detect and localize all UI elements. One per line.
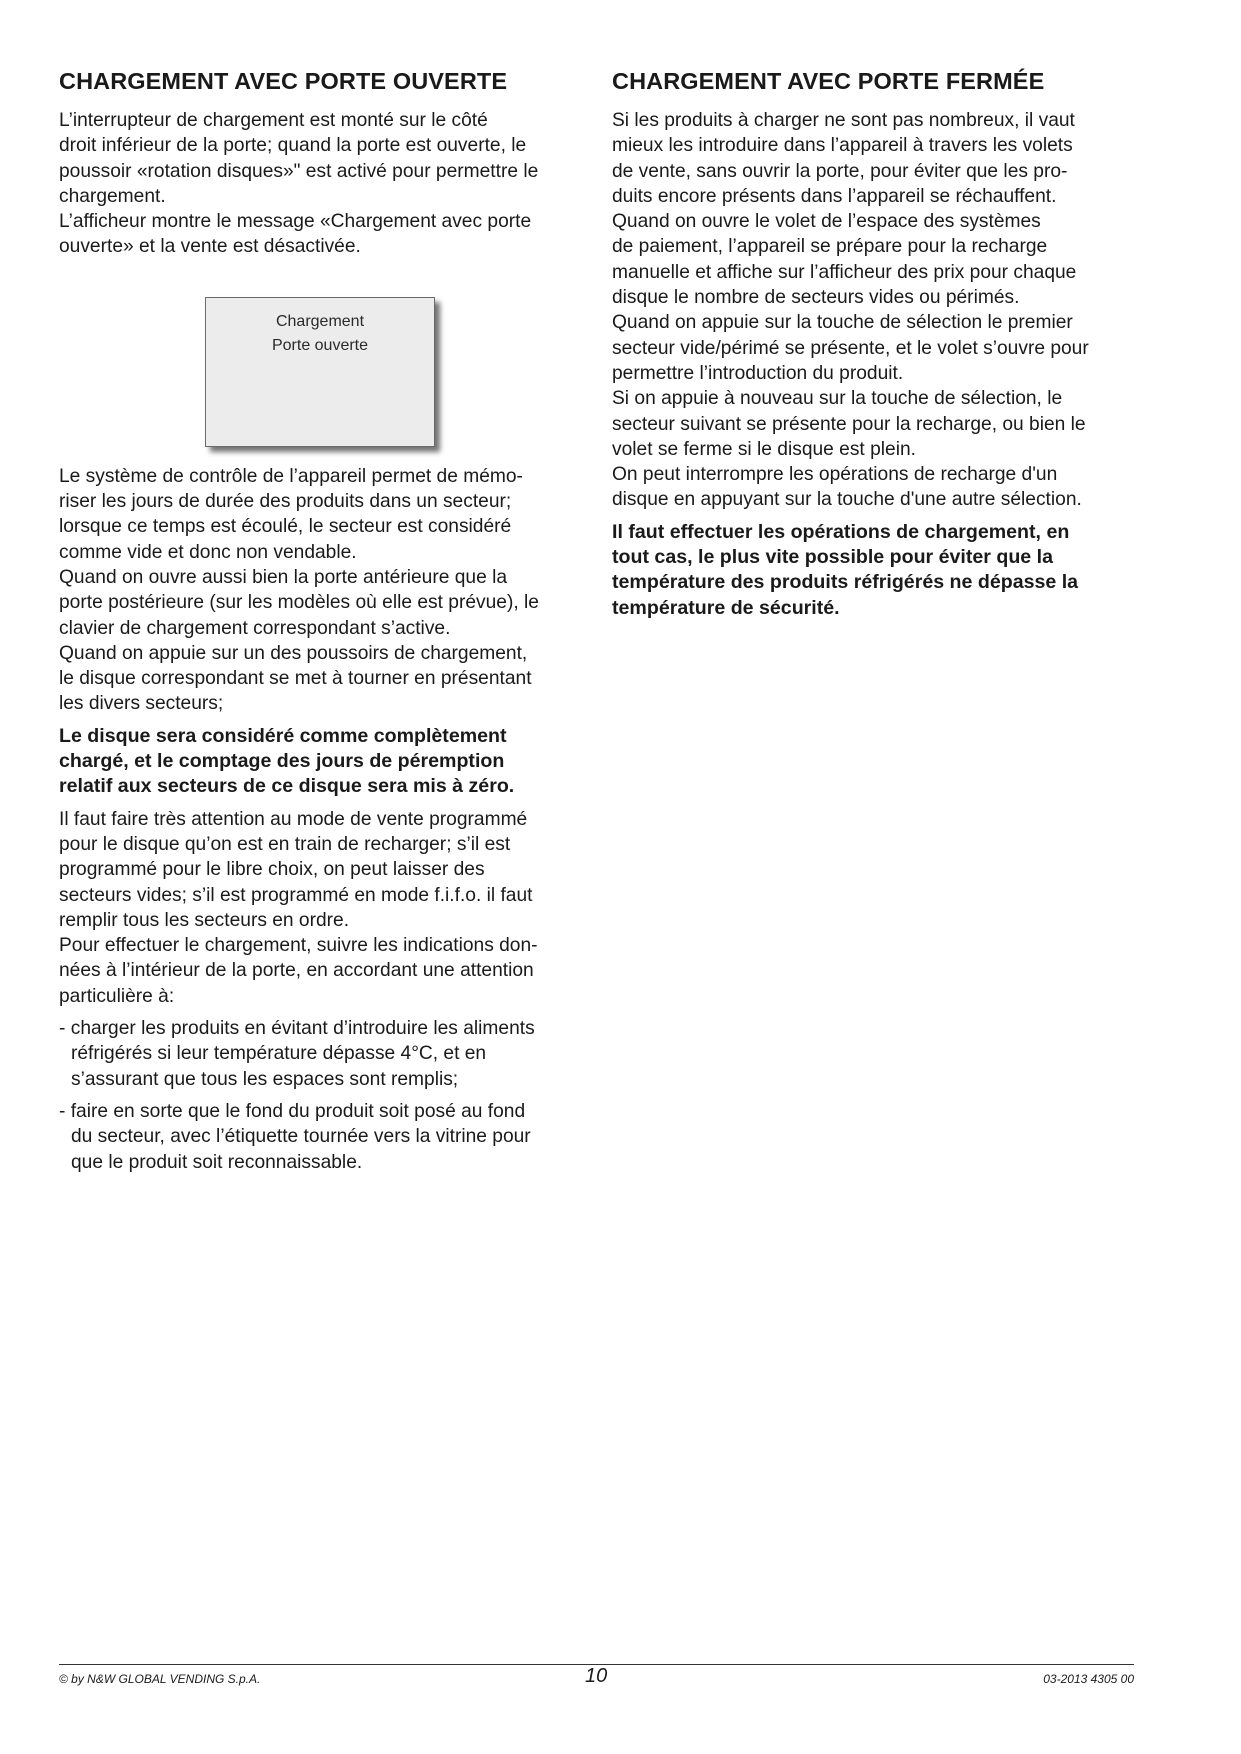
text-line: remplir tous les secteurs en ordre. [59,909,350,931]
text-line: clavier de chargement correspondant s’active. [59,617,451,639]
list-item [59,1099,587,1175]
list-item [59,1016,587,1092]
text-line: nées à l’intérieur de la porte, en accordant une attention [59,960,534,982]
bold-line: Il faut effectuer les opérations de chargement, en [612,520,1070,543]
section-title-open-door: CHARGEMENT AVEC PORTE OUVERTE [59,68,508,94]
left-column [59,66,587,1175]
text-line: disque le nombre de secteurs vides ou périmés. [612,287,1020,309]
text-line: Pour effectuer le chargement, suivre les indications don- [59,935,538,957]
text-line: Quand on appuie sur un des poussoirs de chargement, [59,642,528,664]
bold-line: chargé, et le comptage des jours de péremption [59,750,505,773]
bold-note [59,724,587,800]
text-line: L’interrupteur de chargement est monté sur le côté [59,110,488,131]
bold-line: température des produits réfrigérés ne dépasse la [612,571,1079,594]
body-paragraph [59,464,587,717]
bold-line: relatif aux secteurs de ce disque sera mis à zéro. [59,775,515,798]
footer-doc-code: 03-2013 4305 00 [1043,1672,1134,1686]
text-line: disque en appuyant sur la touche d'une autre sélection. [612,489,1082,511]
text-line: secteur vide/périmé se présente, et le volet s’ouvre pour [612,337,1089,359]
right-column [612,66,1136,628]
text-line: ouverte» et la vente est désactivée. [59,236,361,258]
body-paragraph-2 [59,807,587,1009]
text-line: porte postérieure (sur les modèles où elle est prévue), le [59,592,539,614]
display-screen [205,297,435,447]
text-line: droit inférieur de la porte; quand la porte est ouverte, le [59,135,527,157]
text-line: Quand on ouvre aussi bien la porte antérieure que la [59,566,508,588]
intro-paragraph [59,108,587,260]
text-line: secteur suivant se présente pour la recharge, ou bien le [612,413,1086,435]
text-line: Quand on ouvre le volet de l’espace des systèmes [612,211,1041,233]
text-line: duits encore présents dans l’appareil se réchauffent. [612,185,1057,207]
text-line: riser les jours de durée des produits dans un secteur; [59,491,512,513]
text-line: particulière à: [59,985,175,1007]
text-line: programmé pour le libre choix, on peut laisser des [59,859,485,881]
bold-line: Le disque sera considéré comme complètement [59,724,507,747]
body-paragraph [612,108,1136,513]
bold-line: température de sécurité. [612,596,840,619]
bullet-line: du secteur, avec l’étiquette tournée vers la vitrine pour [71,1126,531,1148]
section-title-closed-door: CHARGEMENT AVEC PORTE FERMÉE [612,68,1045,94]
bold-note [612,520,1136,621]
footer-copyright: © by N&W GLOBAL VENDING S.p.A. [59,1672,261,1686]
display-illustration [59,260,587,464]
text-line: Le système de contrôle de l’appareil permet de mémo- [59,465,523,487]
bullet-line: que le produit soit reconnaissable. [71,1151,363,1173]
text-line: le disque correspondant se met à tourner en présentant [59,668,532,690]
text-line: Si on appuie à nouveau sur la touche de sélection, le [612,388,1063,410]
text-line: lorsque ce temps est écoulé, le secteur est considéré [59,516,512,538]
text-line: chargement. [59,185,166,207]
text-line: mieux les introduire dans l’appareil à travers les volets [612,135,1073,157]
page-number: 10 [585,1665,608,1687]
text-line: de paiement, l’appareil se prépare pour la recharge [612,236,1048,258]
text-line: volet se ferme si le disque est plein. [612,438,916,460]
text-line: secteurs vides; s’il est programmé en mode f.i.f.o. il faut [59,884,533,906]
text-line: manuelle et affiche sur l’afficheur des prix pour chaque [612,261,1077,283]
bullet-line: s’assurant que tous les espaces sont remplis; [71,1068,459,1090]
text-line: de vente, sans ouvrir la porte, pour éviter que les pro- [612,160,1068,182]
bold-line: tout cas, le plus vite possible pour éviter que la [612,546,1053,569]
bullet-line: - faire en sorte que le fond du produit soit posé au fond [59,1100,526,1122]
text-line: On peut interrompre les opérations de recharge d'un [612,464,1058,486]
bullet-line: - charger les produits en évitant d’introduire les aliments [59,1018,535,1040]
bullet-line: réfrigérés si leur température dépasse 4°C, et en [71,1043,487,1065]
display-line-1: Chargement [275,312,365,330]
text-line: comme vide et donc non vendable. [59,541,357,563]
text-line: pour le disque qu’on est en train de recharger; s’il est [59,833,511,855]
text-line: poussoir «rotation disques»" est activé pour permettre le [59,160,539,182]
text-line: Quand on appuie sur la touche de sélection le premier [612,312,1073,334]
text-line: les divers secteurs; [59,693,224,715]
text-line: L’afficheur montre le message «Chargement avec porte [59,211,532,233]
text-line: permettre l’introduction du produit. [612,362,904,384]
text-line: Il faut faire très attention au mode de vente programmé [59,808,528,830]
text-line: Si les produits à charger ne sont pas nombreux, il vaut [612,110,1075,131]
display-line-2: Porte ouverte [271,336,369,354]
